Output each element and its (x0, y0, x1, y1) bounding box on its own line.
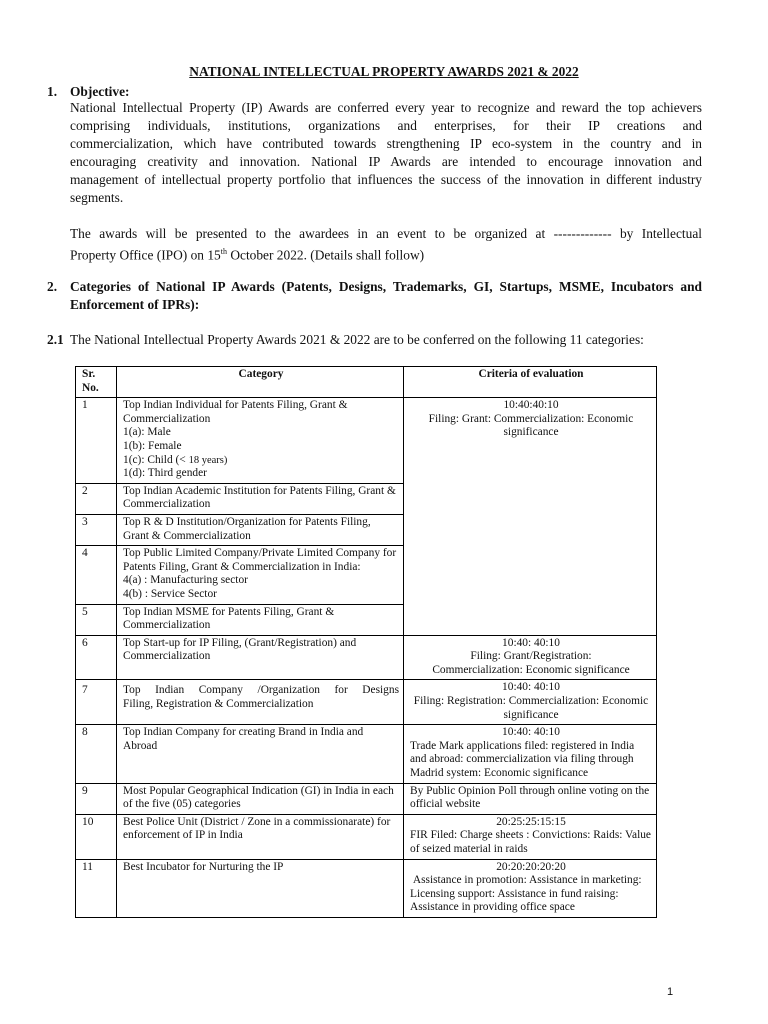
section-2-number: 2. (47, 279, 58, 294)
table-row: 3 Top R & D Institution/Organization for Patents Filing, Grant & Commercialization (76, 514, 657, 545)
table-row: 4 Top Public Limited Company/Private Limited Company for Patents Filing, Grant & Commercialization in India: 4(a) : Manufacturing sector 4(b) : Service Sector (76, 546, 657, 604)
section-2-heading: Categories of National IP Awards (Patents, Designs, Trademarks, GI, Startups, MSME, Incubators and Enforcement of IPRs): (70, 279, 702, 312)
objective-line: National Intellectual Property (IP) Awards are conferred every year to recognize and reward the top achievers (70, 100, 702, 115)
criteria-cell-rows-1-5: 10:40:40:10 Filing: Grant: Commercialization: Economic significance (404, 398, 657, 636)
table-row: 8 Top Indian Company for creating Brand in India and Abroad 10:40: 40:10 Trade Mark applications filed: registered in India and abroad: commercialization via filing through Madrid system: Economic significance (76, 725, 657, 783)
table-row: 11 Best Incubator for Nurturing the IP 20:20:20:20:20 Assistance in promotion: Assistance in marketing: Licensing support: Assistance in fund raising: Assistance in providing office space (76, 859, 657, 917)
section-2-1-text: The National Intellectual Property Awards 2021 & 2022 are to be conferred on the following 11 categories: (70, 332, 644, 347)
table-header-row (76, 367, 657, 398)
objective-line: comprising individuals, institutions, organizations and enterprises, for their IP creations and (70, 118, 702, 133)
objective-line: encouraging creativity and innovation. National IP Awards are intended to encourage innovation and (70, 154, 702, 169)
objective-line: segments. (70, 190, 124, 205)
table-row: 9 Most Popular Geographical Indication (GI) in India in each of the five (05) categories By Public Opinion Poll through online voting on the official website (76, 783, 657, 814)
section-2-1-number: 2.1 (47, 332, 64, 347)
objective-line: management of intellectual property portfolio that influences the success of the innovation in different industry (70, 172, 702, 187)
event-paragraph (70, 225, 702, 264)
table-row: 1 Top Indian Individual for Patents Filing, Grant & Commercialization 1(a): Male 1(b): Female 1(c): Child (< 18 years) 1(d): Third gender 10:40:40:10 Filing: Grant: Commercialization: Economic significance (76, 398, 657, 484)
objective-line: commercialization, which have contributed towards strengthening IP eco-system in the country and in (70, 136, 702, 151)
event-line-2: Property Office (IPO) on 15th October 2022. (Details shall follow) (70, 247, 425, 263)
document-title: NATIONAL INTELLECTUAL PROPERTY AWARDS 2021 & 2022 (189, 64, 579, 79)
table-row: 5 Top Indian MSME for Patents Filing, Grant & Commercialization (76, 604, 657, 635)
header-category: Category (117, 367, 404, 398)
page-number: 1 (667, 986, 674, 998)
objective-paragraph (70, 99, 702, 207)
table-row: 2 Top Indian Academic Institution for Patents Filing, Grant & Commercialization (76, 483, 657, 514)
event-line-1: The awards will be presented to the awardees in an event to be organized at ------------- by Intellectual (70, 226, 702, 241)
awards-categories-table (75, 366, 657, 918)
header-sr-no: Sr. No. (76, 367, 117, 398)
table-row: 7 Top Indian Company /Organization for Designs Filing, Registration & Commercialization 10:40: 40:10 Filing: Registration: Commercialization: Economic significance (76, 680, 657, 725)
table-row: 10 Best Police Unit (District / Zone in a commissionarate) for enforcement of IP in India 20:25:25:15:15 FIR Filed: Charge sheets : Convictions: Raids: Value of seized material in raids (76, 814, 657, 859)
header-criteria: Criteria of evaluation (404, 367, 657, 398)
table-row: 6 Top Start-up for IP Filing, (Grant/Registration) and Commercialization 10:40: 40:10 Filing: Grant/Registration: Commercialization: Economic significance (76, 635, 657, 680)
section-1-heading: Objective: (70, 84, 130, 99)
section-1-number: 1. (47, 84, 58, 99)
